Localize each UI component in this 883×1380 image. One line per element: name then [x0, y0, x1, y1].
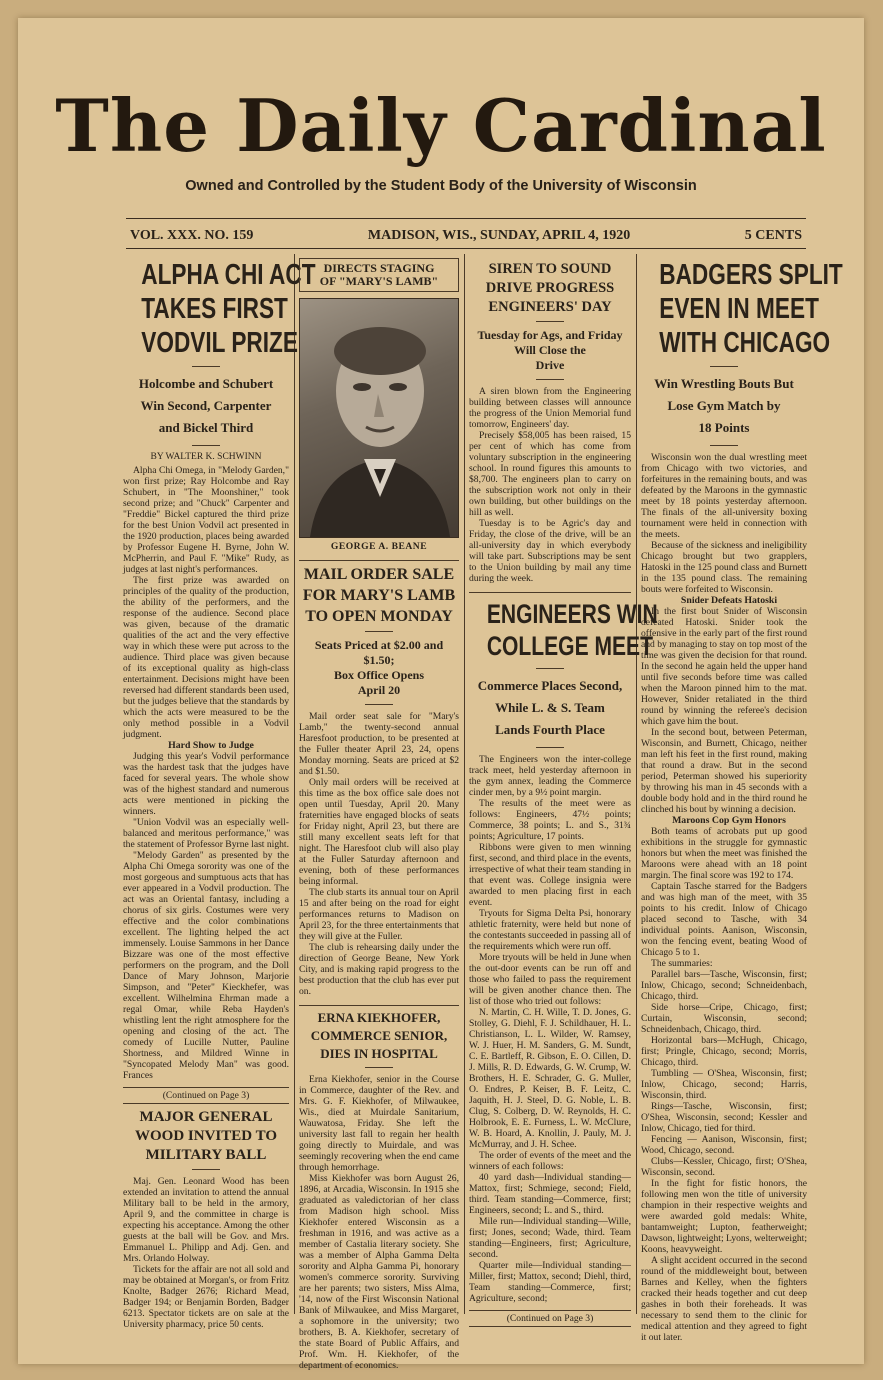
paragraph: Rings—Tasche, Wisconsin, first; O'Shea, Wisconsin, second; Kessler and Inlow, Chicago, tied for third.	[641, 1101, 807, 1134]
divider	[710, 445, 738, 446]
price: 5 CENTS	[744, 228, 802, 243]
paragraph: Tuesday is to be Agric's day and Friday, the close of the drive, will be an all-university day in which everybody will take part. Subscriptions may be sent to the Union building by mail any time during the week.	[469, 518, 631, 584]
paragraph: Judging this year's Vodvil performance was the hardest task that the judges have faced for several years. The whole show was of the highest standard and numerous acts were mentioned in picking the winners.	[123, 751, 289, 817]
deck-badgers: Win Wrestling Bouts But Lose Gym Match by 18 Points	[654, 376, 794, 435]
paragraph: "Union Vodvil was an especially well-balanced and meritous performance," was the statement of Professor Byrne last night.	[123, 817, 289, 850]
paragraph: The club starts its annual tour on April 15 and after being on the road for eight performances returns to Madison on April 23, for the three entertainments that they will give at the Fuller.	[299, 887, 459, 942]
paragraph: The Engineers won the inter-college track meet, held yesterday afternoon in the gym annex, leading the Commerce cinder men, by a 9½ point margin.	[469, 754, 631, 798]
volume-number: VOL. XXX. NO. 159	[130, 228, 254, 243]
portrait-photo	[299, 298, 459, 538]
headline-military-ball: MAJOR GENERAL WOOD INVITED TO MILITARY BALL	[135, 1109, 277, 1163]
portrait-figure-icon	[300, 299, 460, 537]
column-alpha-chi	[123, 258, 316, 1330]
headline-kiekhofer: ERNA KIEKHOFER, COMMERCE SENIOR, DIES IN HOSPITAL	[310, 1010, 448, 1061]
paragraph: Mile run—Individual standing—Wille, first; Jones, second; Wade, third. Team standing—Engineers, first; Agriculture, second.	[469, 1216, 631, 1260]
column-rule	[294, 254, 295, 1314]
paragraph: Tickets for the affair are not all sold and may be obtained at Morgan's, or from Fritz Knolte, Badger 2676; Richard Mead, Badger 194; or Benjamin Borden, Badger 6213. Spectator tickets are on sale at the University pharmacy, price 50 cents.	[123, 1264, 289, 1330]
column-marys-lamb	[299, 258, 459, 1371]
headline-siren: SIREN TO SOUND DRIVE PROGRESS ENGINEERS' DAY	[485, 261, 615, 315]
headline-alpha-chi: ALPHA CHI ACT TAKES FIRST VODVIL PRIZE	[141, 259, 316, 359]
paragraph: The summaries:	[651, 958, 713, 969]
paragraph: Parallel bars—Tasche, Wisconsin, first; Inlow, Chicago, second; Schneidenbach, Chicago, third.	[641, 969, 807, 1002]
rule-bottom	[126, 248, 806, 249]
column-badgers	[641, 258, 843, 1343]
column-rule	[464, 254, 465, 1314]
paragraph: Maj. Gen. Leonard Wood has been extended an invitation to attend the annual Military ball to be held in the armory, April 9, and the committee in charge is expecting his acceptance. Among the other guests at the ball will be Gov. and Mrs. Emmanuel L. Philipp and Adj. Gen. and Mrs. Orlando Holway.	[123, 1176, 289, 1264]
divider	[536, 747, 564, 748]
subhead: Maroons Cop Gym Honors	[672, 815, 786, 826]
masthead-subtitle: Owned and Controlled by the Student Body of the University of Wisconsin	[185, 178, 697, 194]
photo-caption: GEORGE A. BEANE	[330, 541, 428, 552]
paragraph: Precisely $58,005 has been raised, 15 per cent of which has come from voluntary subscription in the engineering school. In round figures this amounts to $8,700. The engineers plan to carry on the subscription work not only in their own building, but other buildings on the hill as well.	[469, 430, 631, 518]
headline-mail-order: MAIL ORDER SALE FOR MARY'S LAMB TO OPEN MONDAY	[302, 566, 456, 625]
paragraph: Captain Tasche starred for the Badgers and was high man of the meet, with 35 points to his credit. Inlow of Chicago placed second to Tasche, with 34 individual points. Aanison, Wisconsin, won the fencing event, beating Wood of Chicago 5 to 1.	[641, 881, 807, 958]
paragraph: Fencing — Aanison, Wisconsin, first; Wood, Chicago, second.	[641, 1134, 807, 1156]
newspaper-page	[18, 18, 864, 1371]
paragraph: 40 yard dash—Individual standing—Mattox, first; Schmiege, second; Field, third. Team standing—Commerce, first; Engineers, second; L. and S., third.	[469, 1172, 631, 1216]
paragraph: Both teams of acrobats put up good exhibitions in the struggle for gymnastic honors but when the meet was finished the Maroons were ahead with an 18 point margin. The final score was 192 to 174.	[641, 826, 807, 881]
paragraph: Quarter mile—Individual standing—Miller, first; Mattox, second; Diehl, third, Team standing—Commerce, first; Agriculture, second;	[469, 1260, 631, 1304]
divider	[365, 1067, 393, 1068]
paragraph: In the first bout Snider of Wisconsin defeated Hatoski. Snider took the offensive in the early part of the first round and by managing to stay on top most of the time was given the decision for that round. In the second he again held the upper hand until five seconds before time was called when the Maroon pinned him to the mat. However, Snider retaliated in the third round by winning the referee's decision which gave him the bout.	[641, 606, 808, 727]
paragraph: Wisconsin won the dual wrestling meet from Chicago with two victories, and forfeitures in the remaining bouts, and was defeated by the Maroons in the gymnastic meet by 18 points yesterday afternoon. The finals of the all-university boxing tournament were held in connection with the meets.	[641, 452, 807, 540]
paragraph: N. Martin, C. H. Wille, T. D. Jones, G. Stolley, G. Diehl, F. J. Schildhauer, H. L. Christianson, L. L. Wilder, W. Ramsey, W. J. Huer, H. M. Sanders, G. M. Sundt, C. E. Bartleff, R. Gibson, E. O. Cillen, D. J. Mills, R. D. Edwards, G. W. Crump, W. Brothers, H. E. Schrader, G. G. Muller, O. Endres, P. Keiser, B. F. Leitz, C. Jaquith, H. J. Steel, D. G. Noble, L. B. Clug, S. Colberg, D. W. Reynolds, H. C. Holbrook, E. E. Furness, L. W. McClure, W. B. Hoard, A. Knollin, J. Pauly, M. J. McMurray, and J. H. Schee.	[469, 1007, 631, 1150]
headline-engineers-win: ENGINEERS WIN COLLEGE MEET	[486, 599, 658, 661]
continued-note: (Continued on Page 3)	[469, 1310, 631, 1327]
divider	[192, 366, 220, 367]
divider	[536, 321, 564, 322]
divider	[536, 379, 564, 380]
paragraph: Horizontal bars—McHugh, Chicago, first; Pringle, Chicago, second; Morris, Chicago, third.	[641, 1035, 807, 1068]
paragraph: Side horse—Cripe, Chicago, first; Curtain, Wisconsin, second; Schneidenbach, Chicago, third.	[641, 1002, 807, 1035]
paragraph: Clubs—Kessler, Chicago, first; O'Shea, Wisconsin, second.	[641, 1156, 807, 1178]
divider	[710, 366, 738, 367]
divider	[299, 1005, 459, 1006]
paragraph: Mail order seat sale for "Mary's Lamb," the twenty-second annual Haresfoot production, to be presented at the Fuller theater April 23, 24, opens Monday morning. Seats are priced at $2 and $1.50.	[299, 711, 459, 777]
paragraph: A siren blown from the Engineering building between classes will announce the progress of the Union Memorial fund tomorrow, Engineers' day.	[469, 386, 631, 430]
paragraph: Ribbons were given to men winning first, second, and third place in the events, irrespective of what their team standing in that event was. College insignia were awarded to men placing first in each event.	[469, 842, 631, 908]
paragraph: The club is rehearsing daily under the direction of George Beane, New York City, and is making rapid progress to the best production that the club has ever put on.	[299, 942, 459, 997]
paragraph: In the second bout, between Peterman, Wisconsin, and Burnett, Chicago, neither man left his feet in the first round, making that round a draw. But in the second period, Peterman showed his superiority by throwing his man in 45 seconds with a double body hold and in the third round he clinched his bout by winning a decision.	[641, 727, 807, 815]
paragraph: The results of the meet were as follows: Engineers, 47½ points; Commerce, 38 points; L. and S., 31¾ points; Agriculture, 17 points.	[469, 798, 631, 842]
deck-alpha-chi: Holcombe and Schubert Win Second, Carpenter and Bickel Third	[138, 376, 274, 435]
rule-top	[126, 218, 806, 219]
subhead: Snider Defeats Hatoski	[680, 595, 778, 606]
deck-mail-order: Seats Priced at $2.00 and $1.50; Box Office Opens April 20	[314, 638, 444, 697]
divider	[192, 445, 220, 446]
paragraph: A slight accident occurred in the second round of the middleweight bout, between Barnes and Kelley, when the fighters cracked their heads together and cut deep gashes in both their foreheads. It was necessary to send them to the clinic for medical attention and they agreed to fight it out later.	[641, 1255, 807, 1343]
divider	[365, 631, 393, 632]
paragraph: The first prize was awarded on principles of the quality of the production, the ability of the performers, and the response of the audience. Second place was given, because of the dramatic qualities of the act and the very effective way in which these were put across to the audience. Third place was given because of its exceptional quality as high-class entertainment. Decisions might have been reversed had different standards been used, but the judges believe that the standards by which the acts were measured to be the only method possible in a Vodvil judgment.	[123, 575, 289, 740]
paragraph: Erna Kiekhofer, senior in the Course in Commerce, daughter of the Rev. and Mrs. G. F. Kiekhofer, of Milwaukee, Wis., died at Muirdale Sanitarium, Wauwatosa, Friday. She left the university last fall to regain her health going directly to Muirdale, and was seemingly recovering when the end came through hemorrhage.	[299, 1074, 459, 1173]
paragraph: Because of the sickness and ineligibility Chicago brought but two grapplers, Hatoski in the 125 pound class and Burnett in the 135 pound class. The remaining bouts were forfeited to Wisconsin.	[641, 540, 807, 595]
paragraph: Tryouts for Sigma Delta Psi, honorary athletic fraternity, were held but none of the contestants succeeded in passing all of the requirements which were run off.	[469, 908, 631, 952]
dateline	[130, 228, 802, 244]
paragraph: The order of events of the meet and the winners of each follows:	[469, 1150, 631, 1172]
divider	[299, 560, 459, 561]
paragraph: More tryouts will be held in June when the out-door events can be run off and those who failed to pass the requirement will be given another chance then. The list of those who tried out follows:	[469, 952, 631, 1007]
paragraph: "Melody Garden" as presented by the Alpha Chi Omega sorority was one of the most gorgeous and sumptuous acts that has ever appeared in a Vodvil production. The act was an Oriental fantasy, including a chorus of six girls. Costumes were very effective and the color combinations excellent. The lighting helped the act immensely. Louise Sammons in her Dance Bizzare was one of the most effective performers on the program, and the Doll Dance of Mary Johnson, Marjorie Simpson, and "Peter" Kieckhefer, was excellent. Wilhelmina Ehrman made a regal Omar, while Reba Hayden's whistling lent the right atmosphere for the opening and closing of the act. The comedy of Lucille Nutter, Pauline Shortness, and Mildred Winne in "Syncopated Melody Man" was good. Frances	[123, 850, 289, 1081]
divider	[192, 1169, 220, 1170]
deck-engineers-win: Commerce Places Second, While L. & S. Team Lands Fourth Place	[477, 678, 623, 737]
paragraph: Alpha Chi Omega, in "Melody Garden," won first prize; Ray Holcombe and Ray Schubert, in "The Moonshiner," took second prize; and "Chuck" Carpenter and "Freddie" Bickel captured the third prize for the best Union Vodvil act presented in the 1920 production, places being awarded by Professor Eugene H. Byrne, John W. McPherrin, and Paul F. "Mike" Rudy, as judges at last night's performances.	[123, 465, 289, 575]
divider	[536, 668, 564, 669]
deck-siren: Tuesday for Ags, and Friday Will Close the Drive	[477, 328, 623, 372]
byline: BY WALTER K. SCHWINN	[150, 452, 262, 462]
photo-headline: DIRECTS STAGING OF "MARY'S LAMB"	[299, 258, 459, 292]
paragraph: In the fight for fistic honors, the following men won the title of university champion in their respective weights and were awarded gold medals: White, bantamweight; Lupton, featherweight; Dawson, lightweight; Lyons, welterweight; Koons, heavyweight.	[641, 1178, 808, 1255]
masthead-title: The Daily Cardinal	[55, 83, 827, 168]
paragraph: Tumbling — O'Shea, Wisconsin, first; Inlow, Chicago, second; Harris, Wisconsin, third.	[641, 1068, 807, 1101]
place-date: MADISON, WIS., SUNDAY, APRIL 4, 1920	[367, 228, 631, 243]
column-rule	[636, 254, 637, 1314]
paragraph: Miss Kiekhofer was born August 26, 1896, at Arcadia, Wisconsin. In 1915 she graduated as valedictorian of her class from Madison high school. Miss Kiekhofer entered Wisconsin as a freshman in 1916, and was active as a member of Castalia literary society. She was a member of Alpha Gamma Delta sorority and Alpha Gamma Pi, honorary women's commerce sorority. Surviving are her parents; two sisters, Miss Alma, '14, now of the First Wisconsin National Bank of Milwaukee, and Miss Margaret, a sophomore in the university; two brothers, B. A. Kiekhofer, secretary of the state Board of Public Affairs, and Prof. Wm. H. Kiekhofer, of the department of economics.	[299, 1173, 459, 1371]
continued-note: (Continued on Page 3)	[123, 1087, 289, 1104]
headline-badgers: BADGERS SPLIT EVEN IN MEET WITH CHICAGO	[659, 259, 843, 359]
subhead: Hard Show to Judge	[168, 740, 254, 751]
column-engineers	[469, 258, 658, 1324]
divider	[469, 592, 631, 593]
divider	[365, 704, 393, 705]
paragraph: Only mail orders will be received at this time as the box office sale does not open until Tuesday, April 20. Many fraternities have engaged blocks of seats for Friday night, April 23, but there are still many excellent seats left for that night. The Haresfoot club will also play at the Fuller Saturday afternoon and evening, both of these performances being informal.	[299, 777, 459, 887]
